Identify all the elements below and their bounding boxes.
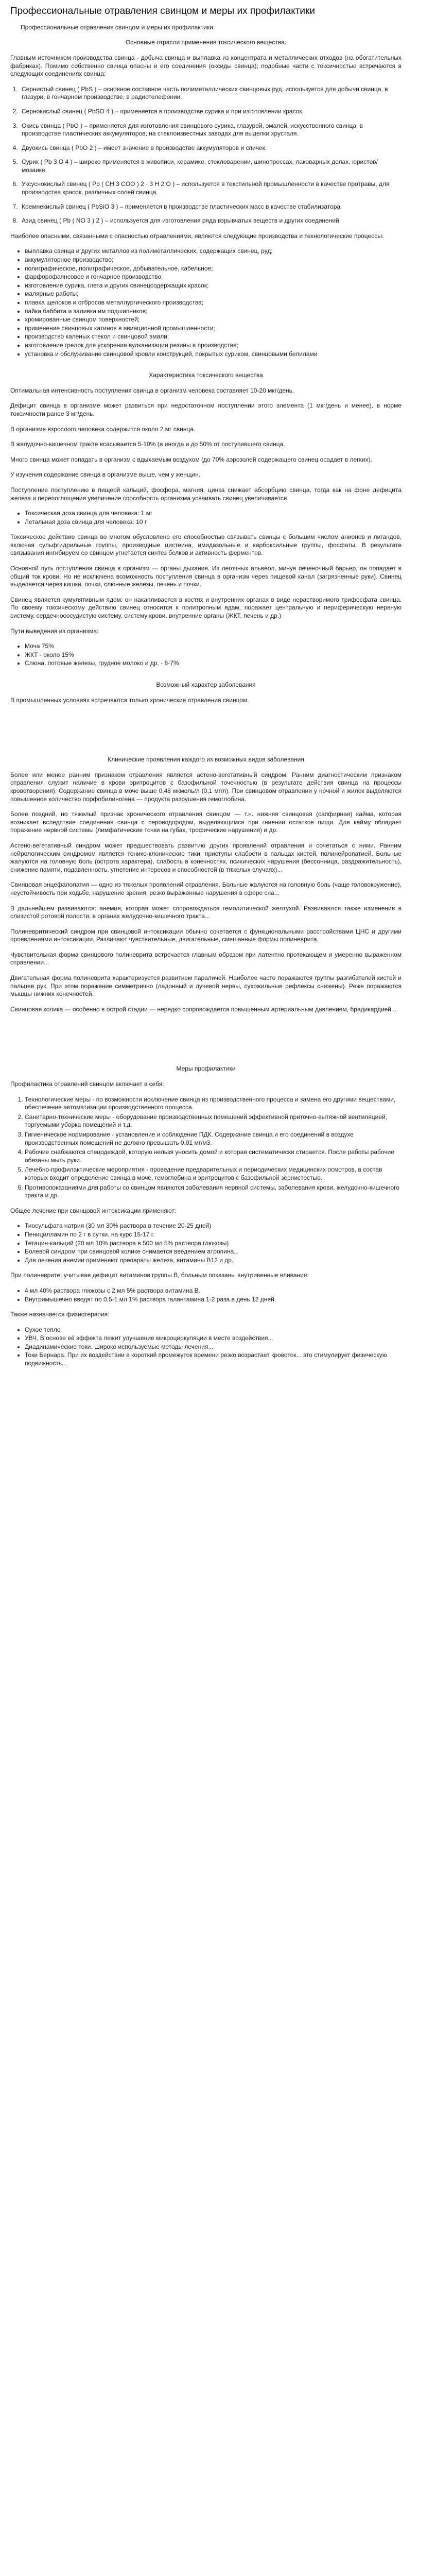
- list-item: 1. Сернистый свинец ( PbS ) – основное составное часть полиметаллических свинцовых руд, используется для добычи свинца, в глазури, в гончарном производстве, в радиотелефонии.: [20, 86, 402, 101]
- physio-intro: Также назначается физиотерапия:: [10, 1311, 110, 1318]
- list-item: 5. Лечебно-профилактические мероприятия - проведение предварительных и периодических медицинских осмотров, в состав которых входит определение свинца в моче, гемоглобина и эритроцитов с базофильной зернистостью.: [25, 1166, 402, 1182]
- paragraph: В желудочно-кишечном тракте всасывается 5-10% (а иногда и до 50% от поступившего свинца.: [10, 440, 285, 448]
- list-item: • УВЧ, В основе её эффекта лежит улучшение микроциркуляции в месте воздействия...: [25, 1334, 402, 1343]
- list-item: • аккумуляторное производство;: [25, 256, 402, 264]
- list-item: 2. Санитарно-технические меры - оборудование производственных помещений эффективной приточно-вытяжной вентиляцией, торгуемыми уборка помещений и т.д.: [25, 1113, 402, 1129]
- list-item: • производство каленых стекол и свинцовой эмали;: [25, 333, 402, 341]
- polyneuritis-paragraph: При полиневрите, учитывая дефицит витаминов группы B, больным показаны внутривенные вливания:: [10, 1272, 309, 1279]
- list-item: 6. Противопоказаниями для работы со свинцом являются заболевания нервной системы, заболевания крови, желудочно-кишечного тракта и др.: [25, 1184, 402, 1200]
- list-item: • изготовление грелок для ускорения вулканизации резины в производстве;: [25, 342, 402, 350]
- list-item: • Для лечения анемии применяют препараты железа, витамины B12 и др.: [25, 1257, 402, 1265]
- spacer: [10, 1021, 402, 1052]
- paragraph: Дефицит свинца в организме может развиться при недостаточном поступлении этого элемента (1 мкг/день и менее), в норме токсичности ранее 3 мг/день.: [10, 402, 402, 417]
- list-item: • выплавка свинца и других металлов из полиметаллических, содержащих свинец, руд;: [25, 247, 402, 256]
- list-item: 3. Окись свинца ( PbO ) – применяется для изготовления свинцового сурика, глазурей, эмалей, искусственного свинца, в производстве пластических аккумуляторов, на стеклоизвестных заводах для выделки хрусталя.: [20, 122, 402, 138]
- list-item: • применение свинцовых катинов в авиационной промышленности;: [25, 325, 402, 333]
- list-item: • плавка щелоков и отбросов металлургического производства;: [25, 299, 402, 307]
- list-item: 4. Двуокись свинца ( PbO 2 ) – имеет значение в производстве аккумуляторов и спичек.: [20, 144, 402, 152]
- list-item: 4. Рабочие снабжаются спецодеждой, которую нельзя уносить домой и которая систематически стирается. После работы рабочие обязаны мыть руки.: [25, 1148, 402, 1164]
- compounds-list: [10, 86, 402, 225]
- list-item: • фарфорофаянсовое и гончарное производство;: [25, 273, 402, 281]
- list-item: 3. Гигиеническое нормирование - установление и соблюдение ПДК. Содержание свинца и его соединений в воздухе производственных помещений не должно превышать 0,01 мг/м3.: [25, 1131, 402, 1147]
- list-item: • пайка баббита и заливка им подшипников;: [25, 308, 402, 316]
- general-heading: Общее лечение при свинцовой интоксикации применяют:: [10, 1207, 177, 1214]
- list-item: • Тетацин-кальций (20 мл 10% раствора в 500 мл 5% раствора глюкозы): [25, 1240, 402, 1248]
- list-item: • установка и обслуживание свинцовой кровли конструкций, покрытых суриком, свинцовыми белилами: [25, 350, 402, 359]
- list-item: 1. Технологические меры - по возможности исключение свинца из производственного процесса и замена его другими веществами, обеспечение автоматизации производственного процесса.: [25, 1096, 402, 1112]
- industries-intro: Наиболее опасными, связанными с опасностью отравлениями, являются следующие производства и технологические процессы:: [10, 232, 384, 240]
- list-item: • Пеницилламин по 2 г в сутки, на курс 15-17 г.: [25, 1231, 402, 1239]
- list-item: 7. Кремнекислый свинец ( PbSiO 3 ) – применяется в производстве пластических масс в качестве стабилизатора.: [20, 203, 402, 211]
- paragraph: Пути выведения из организма:: [10, 627, 99, 635]
- list-item: 8. Азид свинец ( Pb ( NO 3 ) 2 ) – используется для изготовления ряда взрывчатых веществ и других соединений.: [20, 217, 402, 225]
- intro-heading: Основные отрасли применения токсического вещества.: [125, 39, 287, 46]
- paragraph: Более поздний, но тяжелый признак хронического отравления свинцом — т.н. нижняя свинцовая (сапфирная) кайма, которая возникает вследствие соединения свинца с сероводородом, выделяющимся при гниении остатков пищи. Для кайму обладает поражение нервной системы (лимфатические точки на губах, трофические нарушения) и др.: [10, 810, 402, 834]
- list-item: 5. Сурик ( Pb 3 O 4 ) – широко применяется в живописи, керамике, стекловарении, шинопрессах, лаковарных делах, юристов/мозаике.: [20, 158, 402, 174]
- paragraph: Свинцовая колика — особенно в острой стадии — нередко сопровождается повышенным артериальным давлением, брадикардией...: [10, 1005, 396, 1013]
- list-item: • ЖКТ - около 15%: [25, 651, 402, 659]
- prevention-list: [10, 1096, 402, 1200]
- list-item: 6. Уксуснокислый свинец ( Pb ( CH 3 COO ) 2 · 3 H 2 O ) – используется в текстильной промышленности в качестве протравы, для производства красок, различных солей свинца.: [20, 180, 402, 196]
- list-item: • Тиосульфата натрия (30 мл 30% раствора в течение 20-25 дней): [25, 1222, 402, 1230]
- list-item: • изготовление сурика, глета и других свинецсодержащих красок;: [25, 282, 402, 290]
- list-item: • Внутримышечно вводят по 0,5-1 мл 1% раствора галантамина 1-2 раза в день 12 дней.: [25, 1296, 402, 1304]
- physio-list: [10, 1326, 402, 1368]
- list-item: • Сухое тепло: [25, 1326, 402, 1334]
- list-item: • Моча 75%: [25, 642, 402, 651]
- prevention-intro: Профилактика отравлений свинцом включает в себя:: [10, 1080, 164, 1088]
- list-item: • Токсическая доза свинца для человека: 1 мг: [25, 510, 402, 518]
- list-item: • Летальная доза свинца для человека: 10 г: [25, 518, 402, 527]
- paragraph: В организме взрослого человека содержится около 2 мг свинца.: [10, 425, 196, 433]
- toxicity-heading: Характеристика токсического вещества: [149, 371, 263, 379]
- paragraph: Астено-вегетативный синдром может предшествовать развитию других проявлений отравления и сочетаться с ними. Ранним нейрологическим синдромом является тонико-клонические тики, приступы слабости в пальцах кистей, полинейропатией. Больные жалуются на головную боль (острота характера), слабость в конечностях, психических нарушения (бессонница, раздражительность), снижение памяти, подавленность, угнетение интересов и способностей (в тяжелых случаях)...: [10, 841, 402, 873]
- clinical-heading: Клинические проявления каждого из возможных видов заболевания: [108, 756, 304, 764]
- excretion-list: [10, 642, 402, 668]
- list-item: • малярные работы;: [25, 290, 402, 298]
- paragraph: Оптимальная интенсивность поступления свинца в организм человека составляет 10-20 мкг/день.: [10, 386, 294, 394]
- paragraph: Двигательная форма полиневрита характеризуется развитием параличей. Наиболее часто поражаются группы разгибателей кистей и пальцев рук. При этом поражение симметрично (ладонный и лучевой нервы, сухожильные рефлексы снижены). Реже поражаются мышцы нижних конечностей.: [10, 974, 402, 998]
- list-item: • 4 мл 40% раствора глюкозы с 2 мл 5% раствора витамина B.: [25, 1287, 402, 1295]
- list-item: • Болевой синдром при свинцовой колике снимается введением атропина...: [25, 1248, 402, 1256]
- list-item: 2. Сернокислый свинец ( PbSO 4 ) – применяется в производстве сурика и при изготовлении красок.: [20, 108, 402, 116]
- list-item: • полиграфическое, полиграфическое, добывательное, кабельное;: [25, 265, 402, 273]
- intro-subtitle: Профессиональные отравления свинцом и меры их профилактики.: [21, 23, 215, 31]
- paragraph: Много свинца может попадать в организм с вдыхаемым воздухом (до 70% аэрозолей содержащего свинец осадает в легких).: [10, 455, 372, 463]
- list-item: • Токи Бернара. При их воздействии в короткий промежуток времени резко возрастает кровоток... это стимулирует физическую подвижность...: [25, 1351, 402, 1367]
- paragraph: У изучения содержание свинца в организме выше, чем у женщин.: [10, 471, 201, 479]
- page-title: Профессиональные отравления свинцом и меры их профилактики: [10, 6, 315, 16]
- paragraph: Токсическое действие свинца во многом обусловлено его способностью связывать свинцы с большим числом анионов и лигандов, включая сульфгидрильные группы, производные цистеина, имидазольные и карбоксильные группы, фосфаты. В результате связывания ингибируем со свинцом угнетается синтез белков и активность ферментов.: [10, 533, 402, 557]
- paragraph: Более или менее ранним признаком отравления является астено-вегетативный синдром. Ранним диагностическим признаком отравления служит наличие в крови эритроцитов с базофильной точечностью (в результате действия свинца на процессы кроветворения). Содержание свинца в моче выше 0,48 мкмоль/л (0,1 мг/л). При свинцовом отравлении у ночной и жилок выделяются повышенное количество порфобилиногена — продукта разрушения гемоглобина.: [10, 771, 402, 803]
- paragraph: В промышленных условиях встречаются только хронические отравления свинцом.: [10, 696, 249, 704]
- list-item: • Слюна, потовые железы, грудное молоко и др. - 8-7%: [25, 659, 402, 668]
- paragraph: Свинцовая энцефалопатия — одно из тяжелых проявлений отравления. Больные жалуются на головную боль (чаще головокружение), неустойчивость при ходьбе, нарушение зрения, резко выраженные нарушения в сфере сна...: [10, 881, 402, 896]
- spacer: [10, 711, 402, 742]
- intro-paragraph: Главным источником производства свинца - добыча свинца и выплавка из концентрата и металлических отходов (на обогатительных фабриках). Помимо собственно свинца опасны и его соединения (оксиды свинца); подобные части с токсичностью встречаются в следующих соединениях свинца:: [10, 54, 402, 78]
- paragraph: Основной путь поступления свинца в организм — органы дыхания. Из легочных альвеол, минуя печеночный барьер, он попадает в общий ток крови. Но не исключена возможность поступления свинца в организм через пищевой канал (загрязненные руки). Свинец выделяется через кишки, почки, слюнные железы, печень и почки.: [10, 565, 402, 588]
- polyneuritis-list: [10, 1287, 402, 1303]
- prevention-heading: Меры профилактики: [176, 1065, 236, 1073]
- paragraph: Поступление поступлению в пищеой кальций, фосфора, магния, цинка снижает абсорбцию свинца, тогда как на фоне дефицита железа и перепоглощения увеличение способность организма усваивать свинец увеличивается.: [10, 486, 402, 502]
- industries-list: [10, 247, 402, 358]
- list-item: • хромированные свинцом поверхностей;: [25, 316, 402, 324]
- chronic-heading: Возможный характер заболевания: [156, 681, 256, 688]
- toxicity-norms: [10, 510, 402, 526]
- paragraph: Свинец является кумулятивным ядом: он накапливается в костях и внутренних органах в виде нерастворимого трифосфата свинца. По своему токсическому действию свинец относится к политропным ядам, поражает центральную и периферическую нервную систему, сердечнососудистую систему, систему крови, внутренние органы (ЖКТ, печень и др.): [10, 596, 402, 620]
- general-treatment-list: [10, 1222, 402, 1264]
- paragraph: Чувствительная форма свинцового полиневрита встречается главным образом при латентно протекающем и умеренно выраженном отравлении...: [10, 951, 402, 967]
- paragraph: В дальнейшем развиваются: анемия, которая может сопровождаться гемолитической желтухой. Развиваются также изменения в слизистой ротовой полости, в органах желудочно-кишечного тракта...: [10, 904, 402, 920]
- list-item: • Диадинамические токи. Широко используемые методы лечения...: [25, 1343, 402, 1351]
- paragraph: Полиневритический синдром при свинцовой интоксикации обычно сочетается с функциональными расстройствами ЦНС и другими проявлениями интоксикации. Различают чувствительные, двигательные, смешанные формы полиневрита.: [10, 927, 402, 943]
